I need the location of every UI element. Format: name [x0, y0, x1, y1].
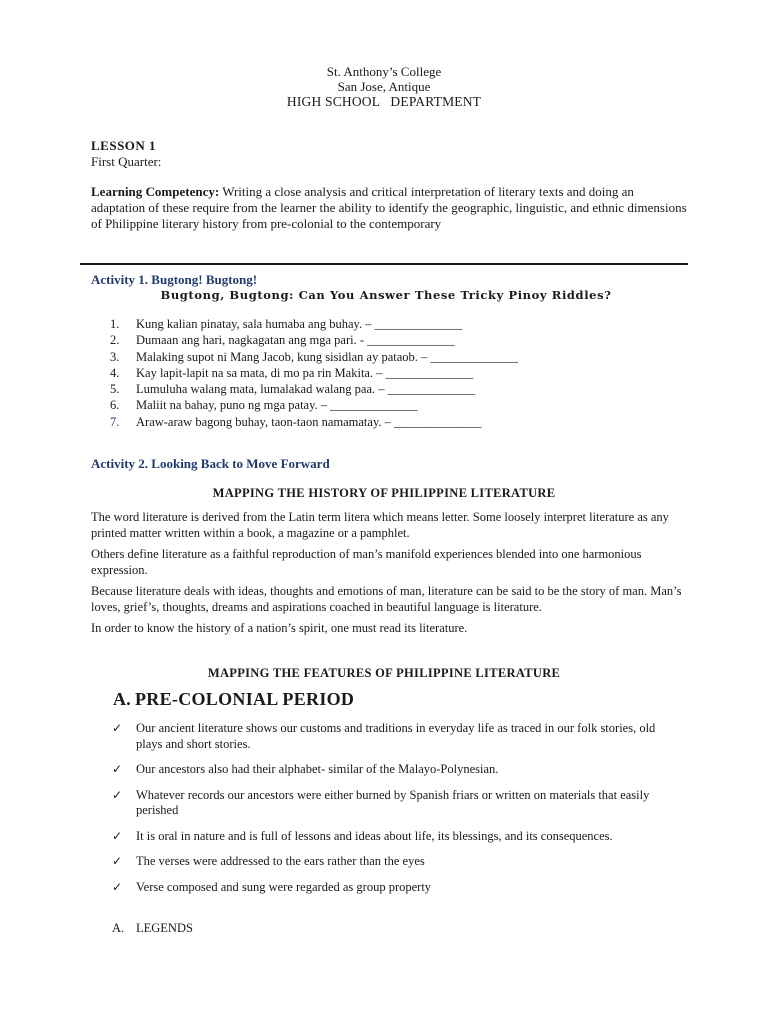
learning-competency — [91, 184, 691, 232]
activity1-title: Activity 1. Bugtong! Bugtong! — [91, 272, 258, 287]
list-item — [110, 414, 670, 430]
paragraph: Because literature deals with ideas, thoughts and emotions of man, literature can be said to be the story of man. Man’s loves, grief’s, thoughts, dreams and aspirations coached in beautiful language is literature. — [91, 584, 682, 614]
item-number: 6. — [110, 398, 120, 413]
riddle-text: Kay lapit-lapit na sa mata, di mo pa rin Makita. – ______________ — [136, 365, 474, 380]
checkmark-icon: ✓ — [112, 828, 123, 843]
list-item — [110, 381, 670, 397]
sub-title: LEGENDS — [136, 921, 193, 935]
precolonial-heading — [113, 689, 354, 710]
riddle-text: Lumuluha walang mata, lumalakad walang paa. – ______________ — [136, 382, 476, 397]
item-number: 1. — [110, 317, 120, 331]
precolonial-points — [112, 721, 672, 905]
item-number: 7. — [110, 414, 120, 429]
section-letter: A. — [113, 689, 132, 709]
point-text: Whatever records our ancestors were either burned by Spanish friars or written on materials that easily perished — [136, 787, 650, 817]
checkmark-icon: ✓ — [112, 787, 123, 802]
item-number: 4. — [110, 365, 120, 380]
sub-letter: A. — [112, 921, 125, 935]
school-name: St. Anthony’s College — [326, 64, 442, 79]
list-item — [110, 316, 670, 332]
checkmark-icon: ✓ — [112, 721, 123, 735]
riddle-text: Malaking supot ni Mang Jacob, kung sisidlan ay pataob. – ______________ — [136, 349, 518, 364]
point-text: Our ancestors also had their alphabet- similar of the Malayo-Polynesian. — [136, 762, 499, 776]
legends-subheading — [112, 921, 193, 936]
list-item — [110, 365, 670, 381]
checkmark-icon: ✓ — [112, 879, 123, 894]
point-text: The verses were addressed to the ears rather than the eyes — [136, 854, 425, 868]
department-name: HIGH SCHOOL DEPARTMENT — [286, 94, 482, 109]
competency-label: Learning Competency: — [91, 184, 220, 199]
riddle-text: Kung kalian pinatay, sala humaba ang buhay. – ______________ — [136, 317, 463, 331]
list-item — [112, 721, 672, 752]
riddle-text: Araw-araw bagong buhay, taon-taon namamatay. – ______________ — [136, 414, 482, 429]
point-text: Verse composed and sung were regarded as group property — [136, 879, 432, 894]
list-item — [112, 762, 672, 778]
list-item — [110, 332, 670, 348]
lesson-info — [91, 138, 691, 170]
quarter-label: First Quarter: — [91, 154, 162, 169]
item-number: 2. — [110, 333, 120, 348]
paragraph: In order to know the history of a nation’s spirit, one must read its literature. — [91, 621, 468, 635]
paragraph: The word literature is derived from the Latin term litera which means letter. Some loosely interpret literature as any printed matter written within a book, a magazine or a pamphlet. — [91, 510, 669, 540]
checkmark-icon: ✓ — [112, 762, 123, 776]
paragraph: Others define literature as a faithful reproduction of man’s manifold experiences blended into one harmonious expression. — [91, 547, 642, 577]
point-text: It is oral in nature and is full of lessons and ideas about life, its blessings, and its consequences. — [136, 828, 613, 843]
school-header — [0, 64, 768, 109]
literature-definition — [91, 510, 691, 643]
features-heading: MAPPING THE FEATURES OF PHILIPPINE LITERATURE — [207, 666, 561, 680]
riddle-text: Dumaan ang hari, nagkagatan ang mga pari. - ______________ — [136, 333, 455, 348]
competency-text: Writing a close analysis and critical interpretation of literary texts and doing an adaptation of these require from the learner the ability to identify the geographic, linguistic, and ethnic dimensions of Philippine literary history from pre-colonial to the contemporary — [91, 184, 687, 231]
riddle-list — [110, 316, 670, 430]
list-item — [110, 397, 670, 413]
history-heading: MAPPING THE HISTORY OF PHILIPPINE LITERATURE — [212, 486, 556, 500]
list-item — [112, 854, 672, 870]
list-item — [112, 829, 672, 845]
list-item — [112, 788, 672, 819]
activity1-subtitle: Bugtong, Bugtong: Can You Answer These Tricky Pinoy Riddles? — [160, 288, 612, 302]
point-text: Our ancient literature shows our customs and traditions in everyday life as traced in our folk stories, old plays and short stories. — [136, 721, 656, 751]
checkmark-icon: ✓ — [112, 854, 123, 868]
activity2-title: Activity 2. Looking Back to Move Forward — [91, 456, 330, 471]
school-location: San Jose, Antique — [337, 79, 431, 94]
section-title: PRE-COLONIAL PERIOD — [135, 689, 355, 709]
riddle-text: Maliit na bahay, puno ng mga patay. – ______________ — [136, 398, 418, 413]
list-item — [112, 880, 672, 896]
item-number: 3. — [110, 349, 120, 364]
list-item — [110, 349, 670, 365]
section-divider — [80, 263, 688, 265]
item-number: 5. — [110, 382, 120, 397]
lesson-title: LESSON 1 — [91, 138, 157, 153]
